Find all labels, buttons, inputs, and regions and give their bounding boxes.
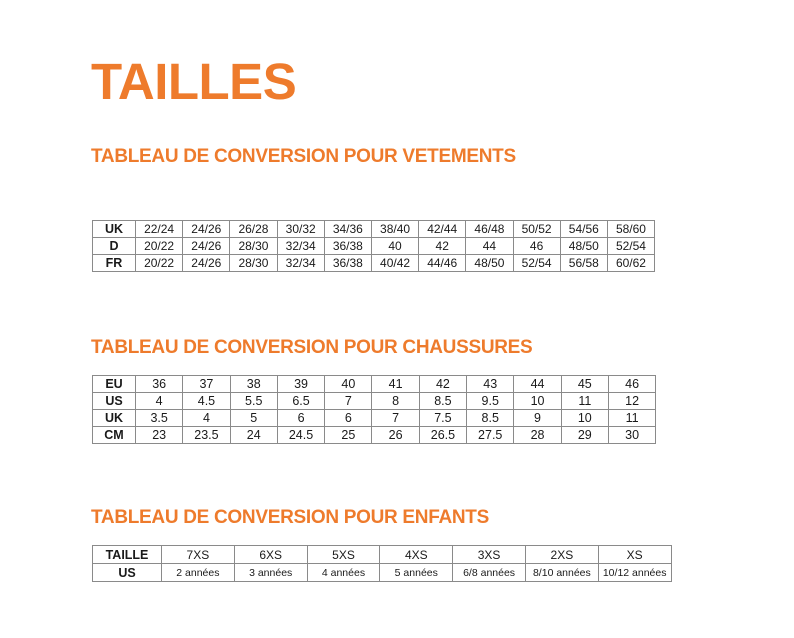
shoes-cell: 10 [561, 410, 608, 427]
shoes-cell: 42 [419, 376, 466, 393]
kids-row-label: TAILLE [93, 546, 162, 564]
shoes-cell: 40 [325, 376, 372, 393]
shoes-cell: 28 [514, 427, 561, 444]
shoes-cell: 24.5 [277, 427, 324, 444]
shoes-cell: 9.5 [467, 393, 514, 410]
clothing-cell: 24/26 [183, 255, 230, 272]
shoes-cell: 39 [277, 376, 324, 393]
shoes-cell: 24 [230, 427, 277, 444]
clothing-cell: 22/24 [136, 221, 183, 238]
shoes-cell: 29 [561, 427, 608, 444]
shoes-cell: 46 [608, 376, 655, 393]
shoes-cell: 23 [136, 427, 183, 444]
shoes-cell: 12 [608, 393, 655, 410]
shoes-cell: 8 [372, 393, 419, 410]
clothing-cell: 34/36 [324, 221, 371, 238]
shoes-row [93, 427, 656, 444]
kids-cell: 6/8 années [453, 564, 526, 582]
shoes-cell: 7.5 [419, 410, 466, 427]
clothing-row-label: D [93, 238, 136, 255]
kids-row [93, 546, 672, 564]
clothing-cell: 46/48 [466, 221, 513, 238]
shoes-conversion-table [92, 375, 656, 444]
clothing-cell: 54/56 [560, 221, 607, 238]
clothing-cell: 32/34 [277, 255, 324, 272]
shoes-row-label: EU [93, 376, 136, 393]
clothing-cell: 44 [466, 238, 513, 255]
clothing-cell: 28/30 [230, 238, 277, 255]
shoes-cell: 45 [561, 376, 608, 393]
clothing-cell: 20/22 [136, 238, 183, 255]
kids-cell: 6XS [234, 546, 307, 564]
shoes-cell: 4 [183, 410, 230, 427]
clothing-cell: 52/54 [513, 255, 560, 272]
shoes-cell: 23.5 [183, 427, 230, 444]
shoes-cell: 9 [514, 410, 561, 427]
kids-cell: 2 années [162, 564, 235, 582]
clothing-cell: 50/52 [513, 221, 560, 238]
shoes-cell: 26 [372, 427, 419, 444]
shoes-row [93, 393, 656, 410]
kids-section-title: TABLEAU DE CONVERSION POUR ENFANTS [91, 507, 489, 528]
kids-cell: 10/12 années [598, 564, 671, 582]
shoes-cell: 11 [608, 410, 655, 427]
clothing-cell: 38/40 [371, 221, 418, 238]
clothing-cell: 40 [371, 238, 418, 255]
shoes-cell: 37 [183, 376, 230, 393]
shoes-row-label: CM [93, 427, 136, 444]
clothing-cell: 32/34 [277, 238, 324, 255]
shoes-cell: 10 [514, 393, 561, 410]
clothing-cell: 52/54 [607, 238, 654, 255]
shoes-row-label: US [93, 393, 136, 410]
shoes-cell: 38 [230, 376, 277, 393]
shoes-cell: 6 [277, 410, 324, 427]
shoes-cell: 5 [230, 410, 277, 427]
shoes-table-body [93, 376, 656, 444]
kids-cell: 3 années [234, 564, 307, 582]
clothing-cell: 60/62 [607, 255, 654, 272]
kids-cell: 3XS [453, 546, 526, 564]
shoes-cell: 41 [372, 376, 419, 393]
clothing-row [93, 238, 655, 255]
clothing-cell: 42/44 [419, 221, 466, 238]
shoes-cell: 7 [372, 410, 419, 427]
kids-cell: 7XS [162, 546, 235, 564]
clothing-cell: 20/22 [136, 255, 183, 272]
clothing-cell: 58/60 [607, 221, 654, 238]
clothing-cell: 28/30 [230, 255, 277, 272]
clothing-cell: 36/38 [324, 238, 371, 255]
clothing-row-label: FR [93, 255, 136, 272]
clothing-cell: 40/42 [371, 255, 418, 272]
clothing-section-title: TABLEAU DE CONVERSION POUR VETEMENTS [91, 146, 516, 167]
kids-cell: 8/10 années [525, 564, 598, 582]
clothing-conversion-table [92, 220, 655, 272]
shoes-cell: 8.5 [419, 393, 466, 410]
clothing-table-body [93, 221, 655, 272]
shoes-cell: 5.5 [230, 393, 277, 410]
page-title: TAILLES [91, 53, 297, 110]
shoes-cell: 25 [325, 427, 372, 444]
kids-row-label: US [93, 564, 162, 582]
clothing-cell: 30/32 [277, 221, 324, 238]
clothing-cell: 56/58 [560, 255, 607, 272]
shoes-cell: 43 [467, 376, 514, 393]
shoes-section-title: TABLEAU DE CONVERSION POUR CHAUSSURES [91, 337, 533, 358]
kids-table-body [93, 546, 672, 582]
shoes-cell: 26.5 [419, 427, 466, 444]
clothing-cell: 36/38 [324, 255, 371, 272]
shoes-cell: 27.5 [467, 427, 514, 444]
shoes-cell: 3.5 [136, 410, 183, 427]
shoes-cell: 30 [608, 427, 655, 444]
clothing-cell: 48/50 [560, 238, 607, 255]
kids-cell: 4 années [307, 564, 380, 582]
clothing-row [93, 221, 655, 238]
shoes-cell: 7 [325, 393, 372, 410]
kids-cell: XS [598, 546, 671, 564]
clothing-cell: 24/26 [183, 221, 230, 238]
shoes-cell: 4.5 [183, 393, 230, 410]
clothing-row-label: UK [93, 221, 136, 238]
kids-cell: 5XS [307, 546, 380, 564]
clothing-cell: 26/28 [230, 221, 277, 238]
shoes-cell: 11 [561, 393, 608, 410]
clothing-cell: 44/46 [419, 255, 466, 272]
shoes-cell: 6.5 [277, 393, 324, 410]
shoes-row-label: UK [93, 410, 136, 427]
kids-conversion-table [92, 545, 672, 582]
shoes-cell: 36 [136, 376, 183, 393]
clothing-cell: 24/26 [183, 238, 230, 255]
shoes-cell: 4 [136, 393, 183, 410]
shoes-row [93, 376, 656, 393]
kids-cell: 4XS [380, 546, 453, 564]
shoes-cell: 6 [325, 410, 372, 427]
clothing-cell: 46 [513, 238, 560, 255]
shoes-cell: 44 [514, 376, 561, 393]
shoes-row [93, 410, 656, 427]
clothing-cell: 42 [419, 238, 466, 255]
kids-cell: 5 années [380, 564, 453, 582]
clothing-row [93, 255, 655, 272]
kids-row [93, 564, 672, 582]
shoes-cell: 8.5 [467, 410, 514, 427]
clothing-cell: 48/50 [466, 255, 513, 272]
kids-cell: 2XS [525, 546, 598, 564]
